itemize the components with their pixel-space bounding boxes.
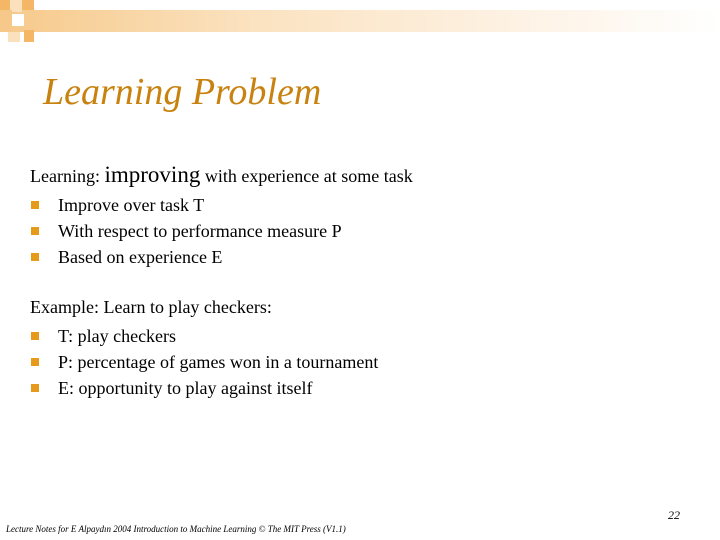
page-number: 22 <box>668 508 680 522</box>
list-item <box>30 349 378 375</box>
square-bullet-icon <box>31 332 39 340</box>
example-bullet-list <box>30 323 378 401</box>
bullet-text: Based on experience E <box>58 247 223 267</box>
slide-title: Learning Problem <box>43 71 322 113</box>
list-item <box>30 375 378 401</box>
list-item <box>30 323 378 349</box>
footer-credit: Lecture Notes for E Alpaydın 2004 Introduction to Machine Learning © The MIT Press (V1.1) <box>6 524 346 534</box>
intro-emphasis: improving <box>104 162 201 187</box>
decor-square <box>0 0 10 10</box>
intro-suffix: with experience at some task <box>200 166 413 186</box>
list-item <box>30 244 342 270</box>
square-bullet-icon <box>31 358 39 366</box>
intro-line <box>30 162 413 188</box>
intro-bullet-list <box>30 192 342 270</box>
square-bullet-icon <box>31 384 39 392</box>
decor-square <box>22 0 34 10</box>
decor-square <box>12 14 24 26</box>
header-bar <box>0 10 720 32</box>
bullet-text: E: opportunity to play against itself <box>58 378 313 398</box>
example-heading: Example: Learn to play checkers: <box>30 297 272 317</box>
decor-square <box>24 30 34 42</box>
decor-square <box>0 10 12 32</box>
square-bullet-icon <box>31 253 39 261</box>
intro-prefix: Learning: <box>30 166 105 186</box>
square-bullet-icon <box>31 227 39 235</box>
list-item <box>30 218 342 244</box>
bullet-text: P: percentage of games won in a tournament <box>58 352 379 372</box>
square-bullet-icon <box>31 201 39 209</box>
bullet-text: With respect to performance measure P <box>58 221 342 241</box>
bullet-text: Improve over task T <box>58 195 205 215</box>
list-item <box>30 192 342 218</box>
decor-square <box>8 32 20 42</box>
bullet-text: T: play checkers <box>58 326 177 346</box>
